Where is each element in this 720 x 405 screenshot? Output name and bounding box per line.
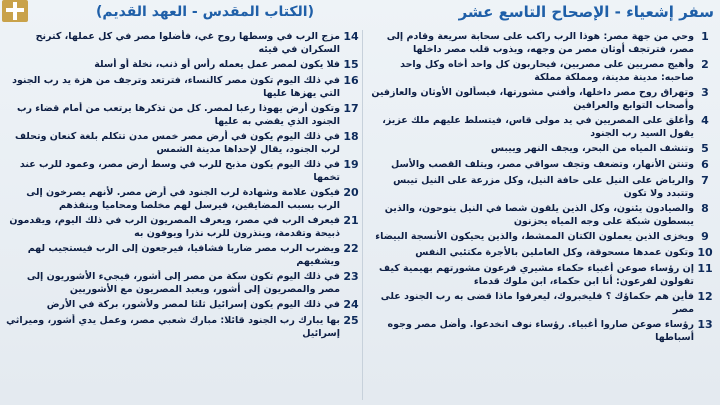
verse-text: في ذلك اليوم تكون سكة من مصر إلى أشور، فيجيء الأشوريون إلى مصر والمصريون إلى أشور، ويعبد المصريون مع الأشوريين xyxy=(26,271,340,295)
verse-row xyxy=(364,246,716,260)
verse-number: 9 xyxy=(701,230,709,243)
verse-row xyxy=(4,58,362,72)
verse-number: 2 xyxy=(701,58,709,71)
verse-row xyxy=(4,242,362,268)
verse-text: وتنتن الأنهار، وتضعف وتجف سواقي مصر، ويتلف القصب والأسل xyxy=(390,159,694,170)
verse-row xyxy=(364,158,716,172)
verse-row xyxy=(364,202,716,228)
verse-row xyxy=(364,230,716,244)
verse-text: وتكون عمدها مسحوقة، وكل العاملين بالأجرة مكتئبي النفس xyxy=(415,247,694,258)
verse-text: في ذلك اليوم تكون مصر كالنساء، فترتعد وترجف من هزة يد رب الجنود التي يهزها عليها xyxy=(12,75,340,99)
verse-number: 15 xyxy=(343,58,359,71)
verse-number: 6 xyxy=(701,158,709,171)
verse-number: 20 xyxy=(343,186,359,199)
verse-row xyxy=(4,158,362,184)
verse-row xyxy=(4,130,362,156)
verse-text: بها يبارك رب الجنود قائلا: مبارك شعبي مصر، وعمل يدي أشور، وميراثي إسرائيل xyxy=(6,315,340,339)
verse-text: وحي من جهة مصر: هوذا الرب راكب على سحابة سريعة وقادم إلى مصر، فترتجف أوثان مصر من وجهه، ويذوب قلب مصر داخلها xyxy=(386,31,694,55)
verse-row xyxy=(364,318,716,344)
column-divider xyxy=(362,30,363,400)
verse-number: 4 xyxy=(701,114,709,127)
verse-number: 10 xyxy=(697,246,713,259)
verse-number: 5 xyxy=(701,142,709,155)
verse-row xyxy=(364,142,716,156)
verse-text: في ذلك اليوم يكون في أرض مصر خمس مدن تتكلم بلغة كنعان وتحلف لرب الجنود، يقال لإحداها مدينة الشمس xyxy=(14,131,340,155)
verse-number: 18 xyxy=(343,130,359,143)
verse-text: فيكون علامة وشهادة لرب الجنود في أرض مصر. لأنهم يصرخون إلى الرب بسبب المضايقين، فيرسل لهم مخلصا ومحاميا وينقذهم xyxy=(26,187,340,211)
verse-text: مزج الرب في وسطها روح غي، فأضلوا مصر في كل عملها، كترنح السكران في قيئه xyxy=(35,31,340,55)
verse-text: وأغلق على المصريين في يد مولى قاس، فيتسلط عليهم ملك عزيز، يقول السيد رب الجنود xyxy=(382,115,694,139)
verse-row xyxy=(364,262,716,288)
verse-text: وتهراق روح مصر داخلها، وأفني مشورتها، فيسألون الأوثان والعازفين وأصحاب التوابع والعرافين xyxy=(371,87,694,111)
verse-text: وأهيج مصريين على مصريين، فيحاربون كل واحد أخاه وكل واحد صاحبه: مدينة مدينة، ومملكة مملكة xyxy=(400,59,694,83)
verse-row xyxy=(4,186,362,212)
verse-number: 17 xyxy=(343,102,359,115)
verse-row xyxy=(4,214,362,240)
bible-title: (الكتاب المقدس - العهد القديم) xyxy=(96,4,315,20)
verse-row xyxy=(4,30,362,56)
verse-text: فلا يكون لمصر عمل يعمله رأس أو ذنب، نخلة أو أسلة xyxy=(94,59,340,70)
verse-text: إن رؤساء صوعن أغبياء حكماء مشيري فرعون مشورتهم بهيمية كيف تقولون لفرعون: أنا ابن حكماء، ابن ملوك قدماء xyxy=(379,263,694,287)
verse-text: وتكون أرض يهوذا رعبا لمصر. كل من تذكرها يرتعب من أمام قضاء رب الجنود الذي يقضي به عليها xyxy=(16,103,340,127)
verse-text: رؤساء صوعن صاروا أغبياء. رؤساء نوف انخدعوا. وأضل مصر وجوه أسباطها xyxy=(387,319,694,343)
header xyxy=(0,0,720,28)
verse-number: 8 xyxy=(701,202,709,215)
book-chapter-title: سفر إشعياء - الإصحاح التاسع عشر xyxy=(458,3,714,21)
verse-text: فأين هم حكماؤك ؟ فليخبروك، ليعرفوا ماذا قضى به رب الجنود على مصر xyxy=(380,291,694,315)
verses-column-right xyxy=(364,30,716,346)
verse-text: ويضرب الرب مصر ضاربا فشافيا، فيرجعون إلى الرب فيستجيب لهم ويشفيهم xyxy=(27,243,340,267)
verse-number: 14 xyxy=(343,30,359,43)
verse-text: في ذلك اليوم يكون إسرائيل ثلثا لمصر ولأشور، بركة في الأرض xyxy=(46,299,340,310)
verse-number: 25 xyxy=(343,314,359,327)
verse-number: 7 xyxy=(701,174,709,187)
verse-row xyxy=(364,58,716,84)
verse-row xyxy=(4,298,362,312)
verse-number: 12 xyxy=(697,290,713,303)
verse-number: 3 xyxy=(701,86,709,99)
verse-text: ويخزى الذين يعملون الكتان الممشط، والذين يحيكون الأنسجة البيضاء xyxy=(375,231,694,242)
verse-number: 11 xyxy=(697,262,713,275)
verse-row xyxy=(364,86,716,112)
verse-text: وتنشف المياه من البحر، ويجف النهر وييبس xyxy=(490,143,694,154)
verse-number: 19 xyxy=(343,158,359,171)
verse-row xyxy=(364,114,716,140)
verse-text: فيعرف الرب في مصر، ويعرف المصريون الرب في ذلك اليوم، ويقدمون ذبيحة وتقدمة، وينذرون للرب نذرا ويوفون به xyxy=(9,215,340,239)
verse-number: 23 xyxy=(343,270,359,283)
verse-number: 16 xyxy=(343,74,359,87)
verse-number: 1 xyxy=(701,30,709,43)
verse-row xyxy=(4,270,362,296)
cross-logo-icon xyxy=(2,0,28,22)
verse-text: في ذلك اليوم يكون مذبح للرب في وسط أرض مصر، وعمود للرب عند تخمها xyxy=(19,159,340,183)
verse-text: والصيادون يئنون، وكل الذين يلقون شصا في النيل ينوحون، والذين يبسطون شبكة على وجه المياه يحزنون xyxy=(384,203,694,227)
verse-number: 21 xyxy=(343,214,359,227)
verse-row xyxy=(364,30,716,56)
verse-number: 13 xyxy=(697,318,713,331)
verse-number: 24 xyxy=(343,298,359,311)
verses-column-left xyxy=(4,30,362,342)
verse-row xyxy=(4,74,362,100)
verse-row xyxy=(364,174,716,200)
verse-number: 22 xyxy=(343,242,359,255)
verse-row xyxy=(364,290,716,316)
verse-text: والرياض على النيل على حافة النيل، وكل مزرعة على النيل تيبس وتتبدد ولا تكون xyxy=(393,175,694,199)
verse-row xyxy=(4,102,362,128)
verse-row xyxy=(4,314,362,340)
